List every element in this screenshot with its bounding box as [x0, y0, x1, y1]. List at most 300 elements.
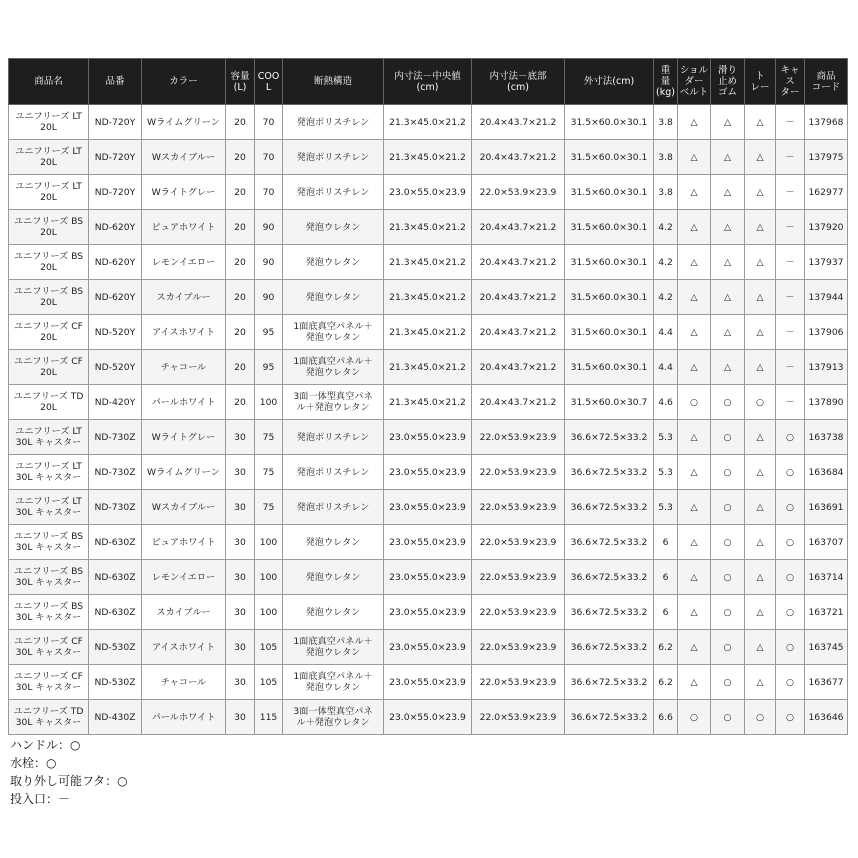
cell-anti-slip: ○: [711, 595, 745, 630]
cell-product-name: ユニフリーズ CF 30L キャスター: [9, 630, 89, 665]
cell-insulation: 発泡ウレタン: [283, 245, 384, 280]
cell-tray: △: [745, 560, 776, 595]
cell-outer-size: 36.6×72.5×33.2: [565, 420, 654, 455]
cell-product-name: ユニフリーズ BS 20L: [9, 280, 89, 315]
cell-color: パールホワイト: [142, 700, 226, 735]
cell-outer-size: 31.5×60.0×30.1: [565, 245, 654, 280]
table-row: [9, 210, 848, 245]
cell-anti-slip: ○: [711, 560, 745, 595]
cell-cool-rating: 90: [255, 280, 283, 315]
cell-model-number: ND-630Z: [89, 560, 142, 595]
table-row: [9, 665, 848, 700]
cell-inner-center: 21.3×45.0×21.2: [384, 385, 472, 420]
spec-table: [8, 58, 848, 735]
table-body: [9, 105, 848, 735]
header-outer-size: 外寸法(cm): [565, 59, 654, 105]
cell-inner-center: 21.3×45.0×21.2: [384, 350, 472, 385]
cell-capacity: 20: [226, 315, 255, 350]
cell-tray: ○: [745, 700, 776, 735]
cell-model-number: ND-530Z: [89, 630, 142, 665]
cell-inner-bottom: 20.4×43.7×21.2: [472, 245, 565, 280]
cell-shoulder-belt: △: [678, 420, 711, 455]
cell-inner-bottom: 22.0×53.9×23.9: [472, 525, 565, 560]
cell-caster: ○: [776, 420, 805, 455]
table-row: [9, 105, 848, 140]
header-product-name: 商品名: [9, 59, 89, 105]
cell-caster: －: [776, 140, 805, 175]
cell-inner-bottom: 22.0×53.9×23.9: [472, 665, 565, 700]
cell-color: チャコール: [142, 350, 226, 385]
header-product-code: 商品 コード: [805, 59, 848, 105]
cell-weight: 5.3: [654, 455, 678, 490]
cell-capacity: 30: [226, 700, 255, 735]
table-row: [9, 490, 848, 525]
cell-model-number: ND-520Y: [89, 315, 142, 350]
cell-model-number: ND-430Z: [89, 700, 142, 735]
cell-anti-slip: ○: [711, 630, 745, 665]
cell-product-name: ユニフリーズ BS 20L: [9, 210, 89, 245]
cell-inner-center: 23.0×55.0×23.9: [384, 630, 472, 665]
cell-product-name: ユニフリーズ LT 20L: [9, 105, 89, 140]
cell-color: スカイブルー: [142, 595, 226, 630]
cell-product-name: ユニフリーズ BS 30L キャスター: [9, 560, 89, 595]
cell-shoulder-belt: △: [678, 560, 711, 595]
cell-capacity: 20: [226, 140, 255, 175]
cell-inner-bottom: 20.4×43.7×21.2: [472, 140, 565, 175]
cell-product-name: ユニフリーズ CF 20L: [9, 350, 89, 385]
cell-capacity: 30: [226, 455, 255, 490]
table-row: [9, 350, 848, 385]
cell-model-number: ND-720Y: [89, 175, 142, 210]
cell-model-number: ND-520Y: [89, 350, 142, 385]
cell-cool-rating: 70: [255, 105, 283, 140]
cell-anti-slip: △: [711, 245, 745, 280]
cell-model-number: ND-620Y: [89, 210, 142, 245]
header-inner-center: 内寸法－中央値 (cm): [384, 59, 472, 105]
cell-product-code: 137944: [805, 280, 848, 315]
cell-product-code: 137906: [805, 315, 848, 350]
cell-tray: △: [745, 105, 776, 140]
cell-caster: －: [776, 105, 805, 140]
cell-cool-rating: 105: [255, 630, 283, 665]
cell-weight: 6: [654, 525, 678, 560]
cell-color: Wライトグレー: [142, 420, 226, 455]
header-capacity: 容量 (L): [226, 59, 255, 105]
cell-insulation: 3面一体型真空パネ ル＋発泡ウレタン: [283, 385, 384, 420]
legend-removable-lid: 取り外し可能フタ：○: [10, 774, 128, 788]
cell-product-code: 162977: [805, 175, 848, 210]
cell-outer-size: 36.6×72.5×33.2: [565, 455, 654, 490]
cell-inner-bottom: 22.0×53.9×23.9: [472, 175, 565, 210]
header-anti-slip: 滑り 止め ゴム: [711, 59, 745, 105]
cell-caster: －: [776, 350, 805, 385]
cell-cool-rating: 105: [255, 665, 283, 700]
cell-weight: 4.2: [654, 280, 678, 315]
cell-inner-bottom: 22.0×53.9×23.9: [472, 630, 565, 665]
cell-inner-bottom: 22.0×53.9×23.9: [472, 700, 565, 735]
cell-product-code: 163707: [805, 525, 848, 560]
cell-insulation: 発泡ポリスチレン: [283, 175, 384, 210]
cell-color: Wライムグリーン: [142, 455, 226, 490]
cell-shoulder-belt: △: [678, 595, 711, 630]
table-row: [9, 245, 848, 280]
cell-anti-slip: △: [711, 350, 745, 385]
cell-insulation: 1面底真空パネル＋ 発泡ウレタン: [283, 350, 384, 385]
cell-model-number: ND-730Z: [89, 455, 142, 490]
cell-model-number: ND-620Y: [89, 280, 142, 315]
cell-insulation: 発泡ウレタン: [283, 210, 384, 245]
cell-weight: 4.2: [654, 245, 678, 280]
legend-inlet: 投入口：－: [10, 792, 71, 806]
cell-inner-center: 21.3×45.0×21.2: [384, 210, 472, 245]
cell-color: Wライムグリーン: [142, 105, 226, 140]
cell-anti-slip: △: [711, 315, 745, 350]
cell-insulation: 1面底真空パネル＋ 発泡ウレタン: [283, 665, 384, 700]
table-row: [9, 175, 848, 210]
cell-capacity: 20: [226, 280, 255, 315]
cell-inner-bottom: 20.4×43.7×21.2: [472, 385, 565, 420]
cell-inner-bottom: 22.0×53.9×23.9: [472, 455, 565, 490]
cell-tray: △: [745, 420, 776, 455]
table-row: [9, 595, 848, 630]
cell-weight: 6.2: [654, 630, 678, 665]
cell-outer-size: 31.5×60.0×30.1: [565, 210, 654, 245]
cell-tray: △: [745, 665, 776, 700]
header-model-number: 品番: [89, 59, 142, 105]
cell-capacity: 20: [226, 210, 255, 245]
cell-caster: ○: [776, 595, 805, 630]
cell-shoulder-belt: ○: [678, 385, 711, 420]
cell-caster: ○: [776, 560, 805, 595]
cell-product-code: 137975: [805, 140, 848, 175]
cell-caster: ○: [776, 630, 805, 665]
cell-product-name: ユニフリーズ CF 20L: [9, 315, 89, 350]
cell-tray: ○: [745, 385, 776, 420]
cell-anti-slip: △: [711, 280, 745, 315]
cell-product-name: ユニフリーズ BS 20L: [9, 245, 89, 280]
cell-shoulder-belt: △: [678, 140, 711, 175]
cell-capacity: 30: [226, 595, 255, 630]
cell-tray: △: [745, 175, 776, 210]
cell-outer-size: 36.6×72.5×33.2: [565, 665, 654, 700]
cell-product-code: 163745: [805, 630, 848, 665]
cell-shoulder-belt: △: [678, 105, 711, 140]
cell-model-number: ND-420Y: [89, 385, 142, 420]
cell-inner-center: 23.0×55.0×23.9: [384, 525, 472, 560]
cell-color: レモンイエロー: [142, 560, 226, 595]
cell-insulation: 発泡ポリスチレン: [283, 140, 384, 175]
cell-product-code: 137890: [805, 385, 848, 420]
cell-insulation: 発泡ウレタン: [283, 560, 384, 595]
table-row: [9, 385, 848, 420]
cell-inner-bottom: 20.4×43.7×21.2: [472, 280, 565, 315]
cell-weight: 3.8: [654, 105, 678, 140]
cell-model-number: ND-530Z: [89, 665, 142, 700]
cell-inner-bottom: 22.0×53.9×23.9: [472, 595, 565, 630]
cell-color: パールホワイト: [142, 385, 226, 420]
cell-tray: △: [745, 455, 776, 490]
cell-model-number: ND-630Z: [89, 525, 142, 560]
header-insulation: 断熱構造: [283, 59, 384, 105]
cell-outer-size: 31.5×60.0×30.1: [565, 140, 654, 175]
cell-product-code: 163684: [805, 455, 848, 490]
cell-inner-center: 23.0×55.0×23.9: [384, 175, 472, 210]
cell-inner-center: 23.0×55.0×23.9: [384, 420, 472, 455]
cell-outer-size: 36.6×72.5×33.2: [565, 490, 654, 525]
cell-outer-size: 36.6×72.5×33.2: [565, 525, 654, 560]
cell-cool-rating: 90: [255, 245, 283, 280]
cell-capacity: 30: [226, 560, 255, 595]
cell-capacity: 20: [226, 105, 255, 140]
table-row: [9, 315, 848, 350]
cell-tray: △: [745, 140, 776, 175]
cell-weight: 4.2: [654, 210, 678, 245]
cell-cool-rating: 95: [255, 315, 283, 350]
table-row: [9, 420, 848, 455]
cell-inner-center: 23.0×55.0×23.9: [384, 560, 472, 595]
cell-shoulder-belt: △: [678, 210, 711, 245]
cell-insulation: 1面底真空パネル＋ 発泡ウレタン: [283, 315, 384, 350]
cell-outer-size: 31.5×60.0×30.1: [565, 105, 654, 140]
cell-capacity: 30: [226, 420, 255, 455]
cell-anti-slip: ○: [711, 455, 745, 490]
cell-anti-slip: ○: [711, 420, 745, 455]
cell-product-code: 163691: [805, 490, 848, 525]
table-row: [9, 455, 848, 490]
cell-color: Wスカイブルー: [142, 140, 226, 175]
cell-shoulder-belt: △: [678, 175, 711, 210]
cell-product-code: 163738: [805, 420, 848, 455]
cell-color: アイスホワイト: [142, 630, 226, 665]
cell-weight: 6.6: [654, 700, 678, 735]
table-row: [9, 630, 848, 665]
cell-tray: △: [745, 490, 776, 525]
cell-product-code: 163646: [805, 700, 848, 735]
cell-tray: △: [745, 245, 776, 280]
cell-caster: ○: [776, 490, 805, 525]
cell-product-name: ユニフリーズ TD 20L: [9, 385, 89, 420]
table-row: [9, 280, 848, 315]
cell-product-name: ユニフリーズ BS 30L キャスター: [9, 595, 89, 630]
cell-inner-center: 23.0×55.0×23.9: [384, 595, 472, 630]
cell-tray: △: [745, 350, 776, 385]
cell-shoulder-belt: △: [678, 315, 711, 350]
cell-product-name: ユニフリーズ BS 30L キャスター: [9, 525, 89, 560]
cell-shoulder-belt: ○: [678, 700, 711, 735]
header-row: [9, 59, 848, 105]
cell-caster: ○: [776, 665, 805, 700]
cell-outer-size: 31.5×60.0×30.1: [565, 175, 654, 210]
cell-product-code: 137920: [805, 210, 848, 245]
header-color: カラー: [142, 59, 226, 105]
cell-capacity: 30: [226, 665, 255, 700]
cell-model-number: ND-730Z: [89, 490, 142, 525]
cell-inner-center: 23.0×55.0×23.9: [384, 700, 472, 735]
cell-cool-rating: 70: [255, 140, 283, 175]
cell-tray: △: [745, 525, 776, 560]
cell-insulation: 発泡ポリスチレン: [283, 105, 384, 140]
cell-outer-size: 36.6×72.5×33.2: [565, 595, 654, 630]
cell-caster: ○: [776, 455, 805, 490]
cell-shoulder-belt: △: [678, 245, 711, 280]
cell-cool-rating: 100: [255, 525, 283, 560]
cell-product-code: 163721: [805, 595, 848, 630]
cell-inner-center: 21.3×45.0×21.2: [384, 315, 472, 350]
header-weight: 重 量 (kg): [654, 59, 678, 105]
cell-insulation: 発泡ポリスチレン: [283, 420, 384, 455]
cell-outer-size: 31.5×60.0×30.1: [565, 315, 654, 350]
cell-anti-slip: △: [711, 105, 745, 140]
cell-product-code: 137968: [805, 105, 848, 140]
cell-weight: 4.6: [654, 385, 678, 420]
cell-color: ピュアホワイト: [142, 210, 226, 245]
cell-anti-slip: ○: [711, 385, 745, 420]
cell-inner-center: 23.0×55.0×23.9: [384, 490, 472, 525]
cell-capacity: 20: [226, 385, 255, 420]
cell-shoulder-belt: △: [678, 455, 711, 490]
cell-anti-slip: △: [711, 210, 745, 245]
cell-caster: －: [776, 280, 805, 315]
cell-inner-bottom: 20.4×43.7×21.2: [472, 350, 565, 385]
cell-capacity: 20: [226, 350, 255, 385]
cell-product-code: 163714: [805, 560, 848, 595]
cell-capacity: 30: [226, 525, 255, 560]
cell-color: スカイブルー: [142, 280, 226, 315]
cell-weight: 4.4: [654, 315, 678, 350]
cell-inner-center: 21.3×45.0×21.2: [384, 245, 472, 280]
cell-color: ピュアホワイト: [142, 525, 226, 560]
cell-capacity: 20: [226, 245, 255, 280]
cell-cool-rating: 90: [255, 210, 283, 245]
cell-inner-bottom: 20.4×43.7×21.2: [472, 105, 565, 140]
cell-weight: 5.3: [654, 420, 678, 455]
cell-color: Wスカイブルー: [142, 490, 226, 525]
cell-cool-rating: 75: [255, 420, 283, 455]
cell-cool-rating: 70: [255, 175, 283, 210]
cell-anti-slip: ○: [711, 700, 745, 735]
cell-product-name: ユニフリーズ LT 30L キャスター: [9, 490, 89, 525]
cell-color: アイスホワイト: [142, 315, 226, 350]
cell-color: チャコール: [142, 665, 226, 700]
cell-tray: △: [745, 280, 776, 315]
cell-weight: 3.8: [654, 175, 678, 210]
cell-inner-center: 23.0×55.0×23.9: [384, 455, 472, 490]
header-shoulder-belt: ショル ダー ベルト: [678, 59, 711, 105]
cell-anti-slip: ○: [711, 525, 745, 560]
cell-anti-slip: △: [711, 175, 745, 210]
cell-inner-center: 23.0×55.0×23.9: [384, 665, 472, 700]
cell-shoulder-belt: △: [678, 630, 711, 665]
cell-outer-size: 36.6×72.5×33.2: [565, 630, 654, 665]
cell-weight: 3.8: [654, 140, 678, 175]
cell-caster: －: [776, 175, 805, 210]
cell-outer-size: 36.6×72.5×33.2: [565, 560, 654, 595]
header-inner-bottom: 内寸法－底部 (cm): [472, 59, 565, 105]
header-caster: キャ ス ター: [776, 59, 805, 105]
cell-weight: 6: [654, 595, 678, 630]
cell-model-number: ND-720Y: [89, 105, 142, 140]
cell-inner-bottom: 20.4×43.7×21.2: [472, 210, 565, 245]
legend-handle: ハンドル：○: [10, 738, 81, 752]
cell-tray: △: [745, 595, 776, 630]
cell-capacity: 30: [226, 630, 255, 665]
cell-cool-rating: 75: [255, 490, 283, 525]
table-row: [9, 140, 848, 175]
cell-outer-size: 31.5×60.0×30.1: [565, 280, 654, 315]
cell-cool-rating: 100: [255, 595, 283, 630]
cell-outer-size: 36.6×72.5×33.2: [565, 700, 654, 735]
cell-insulation: 3面一体型真空パネ ル＋発泡ウレタン: [283, 700, 384, 735]
cell-weight: 6: [654, 560, 678, 595]
cell-caster: －: [776, 245, 805, 280]
legend-faucet: 水栓：○: [10, 756, 57, 770]
cell-product-name: ユニフリーズ LT 20L: [9, 175, 89, 210]
cell-capacity: 30: [226, 490, 255, 525]
cell-weight: 5.3: [654, 490, 678, 525]
table-row: [9, 560, 848, 595]
cell-inner-bottom: 22.0×53.9×23.9: [472, 560, 565, 595]
cell-tray: △: [745, 630, 776, 665]
cell-inner-bottom: 22.0×53.9×23.9: [472, 420, 565, 455]
cell-product-name: ユニフリーズ LT 30L キャスター: [9, 420, 89, 455]
cell-insulation: 発泡ポリスチレン: [283, 490, 384, 525]
cell-color: Wライトグレー: [142, 175, 226, 210]
cell-product-code: 137937: [805, 245, 848, 280]
cell-insulation: 発泡ウレタン: [283, 280, 384, 315]
cell-shoulder-belt: △: [678, 350, 711, 385]
cell-capacity: 20: [226, 175, 255, 210]
cell-color: レモンイエロー: [142, 245, 226, 280]
cell-caster: －: [776, 385, 805, 420]
cell-cool-rating: 75: [255, 455, 283, 490]
table-row: [9, 525, 848, 560]
cell-inner-center: 21.3×45.0×21.2: [384, 280, 472, 315]
cell-product-name: ユニフリーズ LT 30L キャスター: [9, 455, 89, 490]
cell-inner-bottom: 22.0×53.9×23.9: [472, 490, 565, 525]
cell-model-number: ND-620Y: [89, 245, 142, 280]
cell-product-code: 137913: [805, 350, 848, 385]
cell-insulation: 1面底真空パネル＋ 発泡ウレタン: [283, 630, 384, 665]
cell-model-number: ND-630Z: [89, 595, 142, 630]
cell-inner-bottom: 20.4×43.7×21.2: [472, 315, 565, 350]
cell-outer-size: 31.5×60.0×30.1: [565, 350, 654, 385]
cell-shoulder-belt: △: [678, 280, 711, 315]
cell-product-name: ユニフリーズ TD 30L キャスター: [9, 700, 89, 735]
cell-anti-slip: △: [711, 140, 745, 175]
cell-caster: ○: [776, 700, 805, 735]
cell-shoulder-belt: △: [678, 665, 711, 700]
cell-anti-slip: ○: [711, 490, 745, 525]
cell-weight: 6.2: [654, 665, 678, 700]
cell-cool-rating: 95: [255, 350, 283, 385]
header-tray: ト レー: [745, 59, 776, 105]
cell-model-number: ND-730Z: [89, 420, 142, 455]
cell-insulation: 発泡ウレタン: [283, 525, 384, 560]
cell-tray: △: [745, 315, 776, 350]
cell-caster: ○: [776, 525, 805, 560]
cell-cool-rating: 100: [255, 385, 283, 420]
cell-product-name: ユニフリーズ LT 20L: [9, 140, 89, 175]
cell-cool-rating: 100: [255, 560, 283, 595]
cell-insulation: 発泡ポリスチレン: [283, 455, 384, 490]
cell-model-number: ND-720Y: [89, 140, 142, 175]
cell-inner-center: 21.3×45.0×21.2: [384, 105, 472, 140]
cell-cool-rating: 115: [255, 700, 283, 735]
cell-caster: －: [776, 210, 805, 245]
cell-product-code: 163677: [805, 665, 848, 700]
cell-weight: 4.4: [654, 350, 678, 385]
header-cool-rating: COO L: [255, 59, 283, 105]
